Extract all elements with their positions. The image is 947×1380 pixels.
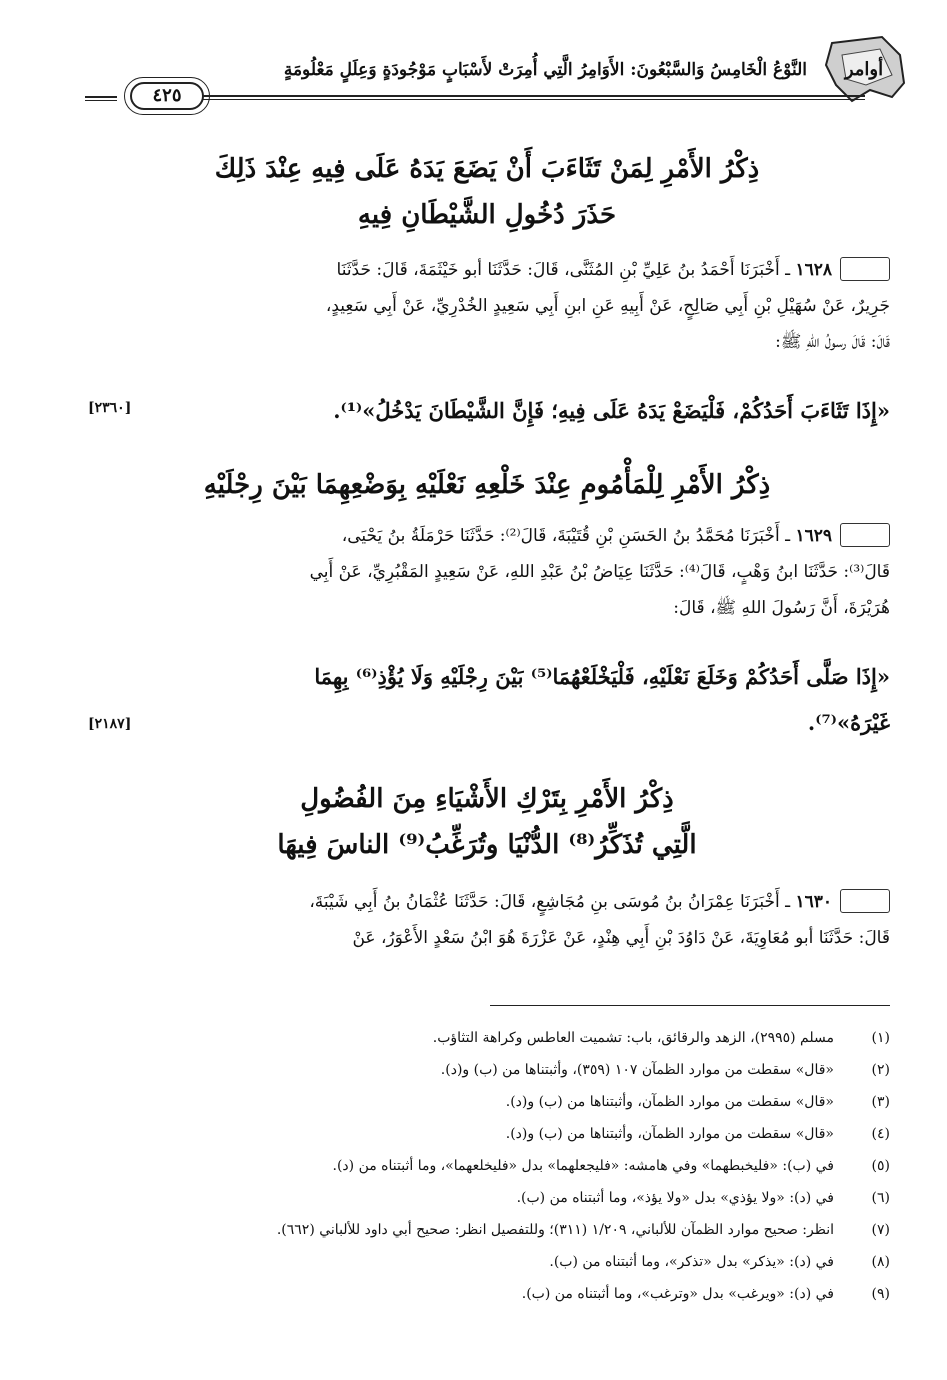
section-heading-3 xyxy=(84,776,890,868)
isnad-text: ـ أَخْبَرَنَا عِمْرَانُ بنُ مُوسَى بنِ مُجَاشِعٍ، قَالَ: حَدَّثَنَا عُثْمَانُ بنُ أَبِي شَيْبَةَ، xyxy=(309,892,791,912)
footnote xyxy=(84,1246,890,1278)
footnote-number: (٦) xyxy=(871,1190,890,1206)
footnote-text: مسلم (٢٩٩٥)، الزهد والرقائق، باب: تشميت العاطس وكراهة التثاؤب. xyxy=(432,1030,834,1046)
isnad-text: ـ أَخْبَرَنَا مُحَمَّدُ بنُ الحَسَنِ بْنِ قُتَيْبَةَ، قَالَ⁽²⁾: حَدَّثَنَا حَرْمَلَةُ بنُ يَحْيَى، xyxy=(341,526,791,546)
hadith-reference: [٢٣٦٠] xyxy=(88,400,132,416)
footnote-text: «قال» سقطت من موارد الظمآن، وأثبتناها من (ب) و(د). xyxy=(505,1126,834,1142)
isnad-line: قَالَ: حَدَّثَنَا أبو مُعَاوِيَةَ، عَنْ دَاوُدَ بْنِ أَبِي هِنْدٍ، عَنْ عَزْرَةَ هُوَ ابْنُ سَعْدٍ الأَعْوَرُ، عَنْ xyxy=(352,928,890,948)
header-rule-left-thin xyxy=(85,100,117,101)
footnote xyxy=(84,1118,890,1150)
footnotes xyxy=(84,1022,890,1310)
hadith-1629 xyxy=(84,518,890,626)
footnote-text: في (د): «ولا يؤذي» بدل «ولا يؤذ»، وما أثبتناه من (ب). xyxy=(516,1190,834,1206)
footnote-number: (٨) xyxy=(871,1254,890,1270)
heading-line: ذِكْرُ الأَمْرِ لِلْمَأْمُومِ عِنْدَ خَلْعِهِ نَعْلَيْهِ بِوَضْعِهِمَا بَيْنَ رِجْلَيْهِ xyxy=(203,470,771,500)
footnote xyxy=(84,1214,890,1246)
footnote xyxy=(84,1182,890,1214)
section-heading-1 xyxy=(84,146,890,238)
isnad-line xyxy=(84,252,890,288)
hadith-badge-icon xyxy=(840,889,890,913)
footnote-number: (٤) xyxy=(871,1126,890,1142)
header-rule xyxy=(186,95,865,97)
footnote-separator xyxy=(490,1005,890,1006)
heading-line: ذِكْرُ الأَمْرِ بِتَرْكِ الأَشْيَاءِ مِنَ الفُضُولِ xyxy=(300,784,674,814)
isnad-line: هُرَيْرَةَ، أَنَّ رَسُولَ اللهِ ﷺ، قَالَ: xyxy=(673,598,890,618)
isnad-line xyxy=(84,884,890,920)
hadith-number: ١٦٢٨ xyxy=(795,260,832,280)
hadith-reference: [٢١٨٧] xyxy=(88,716,132,732)
header-rule-thin xyxy=(186,99,865,100)
running-title: النَّوْعُ الْخَامِسُ وَالسَّبْعُونَ: الأَوَامِرُ الَّتِي أُمِرَتْ لأَسْبَابٍ مَوْجُودَةٍ وَعِلَلٍ مَعْلُومَةٍ xyxy=(283,60,807,80)
footnote-number: (٧) xyxy=(871,1222,890,1238)
isnad-text: ـ أَخْبَرَنَا أَحْمَدُ بنُ عَلِيِّ بْنِ المُثَنَّى، قَالَ: حَدَّثَنَا أبو خَيْثَمَةَ، قَالَ: حَدَّثَنَا xyxy=(336,260,791,280)
footnote-number: (٥) xyxy=(871,1158,890,1174)
hadith-number: ١٦٢٩ xyxy=(795,526,832,546)
heading-line: حَذَرَ دُخُولِ الشَّيْطَانِ فِيهِ xyxy=(357,200,617,230)
footnote-text: «قال» سقطت من موارد الظمآن ١٠٧ (٣٥٩)، وأثبتناها من (ب) و(د). xyxy=(440,1062,834,1078)
footnote-number: (٢) xyxy=(871,1062,890,1078)
footnote xyxy=(84,1054,890,1086)
footnote-number: (٣) xyxy=(871,1094,890,1110)
isnad-line xyxy=(84,518,890,554)
footnote-number: (٩) xyxy=(871,1286,890,1302)
footnote-text: في (د): «يذكر» بدل «تذكر»، وما أثبتناه من (ب). xyxy=(549,1254,834,1270)
hadith-badge-icon xyxy=(840,257,890,281)
matn-1629 xyxy=(84,654,890,746)
section-heading-2 xyxy=(84,462,890,508)
footnote xyxy=(84,1086,890,1118)
hadith-1630 xyxy=(84,884,890,956)
footnote-text: في (د): «ويرغب» بدل «وترغب»، وما أثبتناه من (ب). xyxy=(521,1286,834,1302)
isnad-line: قَالَ: قَالَ رسولُ اللهِ ﷺ: xyxy=(775,332,890,352)
matn-line: «إِذَا صَلَّى أَحَدُكُمْ وَخَلَعَ نَعْلَيْهِ، فَلْيَخْلَعْهُمَا⁽⁵⁾ بَيْنَ رِجْلَيْهِ وَلَا يُؤْذِ⁽⁶⁾ بِهِمَا xyxy=(314,664,890,689)
matn-1628: «إِذَا تَثَاءَبَ أَحَدُكُمْ، فَلْيَضَعْ يَدَهُ عَلَى فِيهِ؛ فَإِنَّ الشَّيْطَانَ يَدْخُلُ»⁽¹⁾. xyxy=(333,398,890,423)
footnote-number: (١) xyxy=(871,1030,890,1046)
logo-text: أوامر xyxy=(844,59,884,80)
hadith-number: ١٦٣٠ xyxy=(795,892,832,912)
footnote-text: في (ب): «فليخبطهما» وفي هامشه: «فليجعلهما» بدل «فليخلعهما»، وما أثبتناه من (د). xyxy=(332,1158,834,1174)
isnad-line: جَرِيرٌ، عَنْ سُهَيْلِ بْنِ أَبِي صَالِحٍ، عَنْ أَبِيهِ عَنِ ابنِ أَبِي سَعِيدٍ الخُدْرِيِّ، عَنْ أَبِي سَعِيدٍ، xyxy=(325,296,890,316)
isnad-line: قَالَ⁽³⁾: حَدَّثَنَا ابنُ وَهْبٍ، قَالَ⁽⁴⁾: حَدَّثَنَا عِيَاضُ بْنُ عَبْدِ اللهِ، عَنْ سَعِيدٍ المَقْبُرِيِّ، عَنْ أَبِي xyxy=(309,562,890,582)
heading-line: ذِكْرُ الأَمْرِ لِمَنْ تَثَاءَبَ أَنْ يَضَعَ يَدَهُ عَلَى فِيهِ عِنْدَ ذَلِكَ xyxy=(214,154,760,184)
hadith-1628 xyxy=(84,252,890,360)
heading-line: الَّتِي تُذَكِّرُ⁽⁸⁾ الدُّنْيَا وتُرَغِّبُ⁽⁹⁾ الناسَ فِيهَا xyxy=(277,830,697,860)
footnote xyxy=(84,1022,890,1054)
page-number: ٤٢٥ xyxy=(130,82,204,110)
matn-line: غَيْرَهُ»⁽⁷⁾. xyxy=(807,710,890,735)
header-rule-left xyxy=(85,96,117,98)
footnote xyxy=(84,1150,890,1182)
footnote-text: «قال» سقطت من موارد الظمآن، وأثبتناها من (ب) و(د). xyxy=(505,1094,834,1110)
footnote-text: انظر: صحيح موارد الظمآن للألباني، ١/٢٠٩ (٣١١)؛ وللتفصيل انظر: صحيح أبي داود للألباني (٦٦٢). xyxy=(276,1222,834,1238)
footnote xyxy=(84,1278,890,1310)
hadith-badge-icon xyxy=(840,523,890,547)
